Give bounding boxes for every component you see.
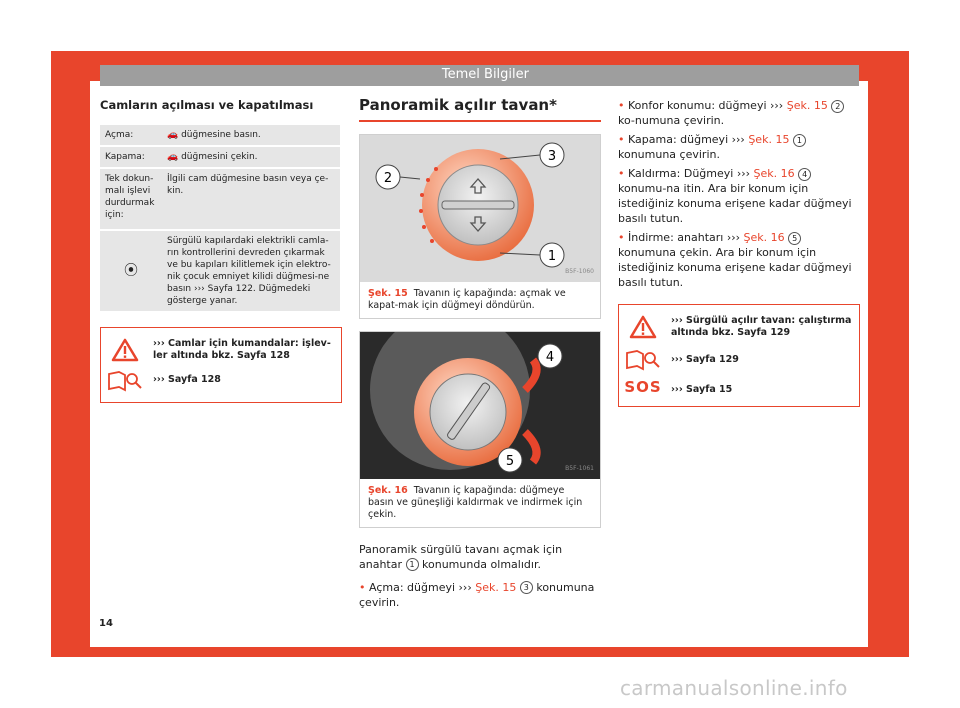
book-icon — [625, 349, 661, 371]
bullet-item: • Açma: düğmeyi ››› Şek. 15 3 konumuna çevirin. — [359, 580, 595, 609]
row-value: Sürgülü kapılardaki elektrikli camla-rın kontrollerini devreden çıkarmak ve bu kapıları kilitlemek için elektro-nik çocuk emniyet kilidi düğmesi-ne basın ››› Sayfa 122. Düğmedeki gösterge yanar. — [162, 231, 340, 311]
callout-5: 5 — [505, 453, 515, 469]
bullet-item: • Kaldırma: Düğmeyi ››› Şek. 16 4 konumu-na itin. Ara bir konum için istediğiniz konuma erişene kadar düğmeyi basılı tutun. — [618, 167, 852, 225]
window-icon: 🚗 — [167, 152, 182, 162]
figure-link[interactable]: Şek. 16 — [753, 167, 795, 180]
figure-code: B5F-1060 — [565, 267, 594, 275]
row-value: İlgili cam düğmesine basın veya çe-kin. — [162, 169, 340, 229]
warning-note — [625, 315, 853, 339]
figure-link[interactable]: Şek. 15 — [786, 99, 828, 112]
figure-caption: Şek. 16 Tavanın iç kapağında: düğmeye basın ve güneşliği kaldırmak ve indirmek için çekin. — [368, 484, 583, 520]
watermark: carmanualsonline.info — [620, 676, 848, 700]
bullet-item: • İndirme: anahtarı ››› Şek. 16 5 konumuna çekin. Ara bir konum için istediğiniz konuma erişene kadar düğmeyi basılı tutun. — [618, 231, 852, 289]
section-heading: Camların açılması ve kapatılması — [100, 98, 314, 112]
knob-image — [360, 135, 600, 282]
note-text: ››› Sayfa 129 — [671, 354, 739, 365]
table-row — [100, 169, 340, 229]
row-value: 🚗 düğmesine basın. — [162, 125, 340, 145]
figure-link[interactable]: Şek. 16 — [743, 231, 785, 244]
note-text: ››› Sayfa 128 — [153, 374, 221, 385]
warning-note — [107, 338, 335, 362]
table-row — [100, 147, 340, 167]
figure-16 — [359, 331, 601, 528]
divider — [359, 120, 601, 122]
window-table — [100, 123, 340, 313]
note-text: ››› Camlar için kumandalar: işlev-ler altında bkz. Sayfa 128 — [153, 338, 331, 361]
callout-3: 3 — [547, 148, 557, 164]
child-lock-icon: ⦿ — [100, 231, 162, 311]
figure-code: B5F-1061 — [565, 464, 594, 472]
callout-1: 1 — [547, 248, 557, 264]
knob-image — [360, 332, 600, 479]
figure-15 — [359, 134, 601, 319]
row-key: Açma: — [100, 125, 162, 145]
callout-ref: 1 — [406, 558, 419, 571]
header-bar — [100, 65, 859, 86]
callout-2: 2 — [383, 170, 393, 186]
right-column — [618, 98, 860, 407]
row-key: Tek dokun-malı işlevi durdurmak için: — [100, 169, 162, 229]
left-column — [100, 98, 342, 403]
note-box — [618, 304, 860, 407]
note-text: ››› Sayfa 15 — [671, 384, 733, 395]
section-heading: Panoramik açılır tavan* — [359, 96, 557, 114]
page-number: 14 — [99, 618, 113, 629]
table-row — [100, 231, 340, 311]
sos-icon: SOS — [624, 378, 662, 396]
row-value: 🚗 düğmesini çekin. — [162, 147, 340, 167]
row-key: Kapama: — [100, 147, 162, 167]
note-box — [100, 327, 342, 403]
note-text: ››› Sürgülü açılır tavan: çalıştırma altında bkz. Sayfa 129 — [671, 315, 852, 338]
callout-4: 4 — [545, 349, 555, 365]
emergency-note — [624, 378, 853, 396]
middle-column — [359, 98, 601, 610]
paragraph: Panoramik sürgülü tavanı açmak için anahtar 1 konumunda olmalıdır. — [359, 542, 563, 571]
warning-icon — [107, 338, 143, 362]
bullet-item: • Kapama: düğmeyi ››› Şek. 15 1 konumuna çevirin. — [618, 132, 860, 162]
warning-icon — [625, 315, 661, 339]
window-icon: 🚗 — [167, 130, 182, 140]
figure-link[interactable]: Şek. 15 — [475, 580, 517, 594]
figure-caption: Şek. 15 Tavanın iç kapağında: açmak ve kapat-mak için düğmeyi döndürün. — [368, 287, 566, 311]
bullet-item: • Konfor konumu: düğmeyi ››› Şek. 15 2 ko-numuna çevirin. — [618, 98, 860, 128]
header-title: Temel Bilgiler — [441, 67, 529, 82]
info-note — [107, 370, 335, 392]
info-note — [625, 349, 853, 371]
book-icon — [107, 370, 143, 392]
table-row — [100, 125, 340, 145]
figure-link[interactable]: Şek. 15 — [748, 133, 790, 146]
